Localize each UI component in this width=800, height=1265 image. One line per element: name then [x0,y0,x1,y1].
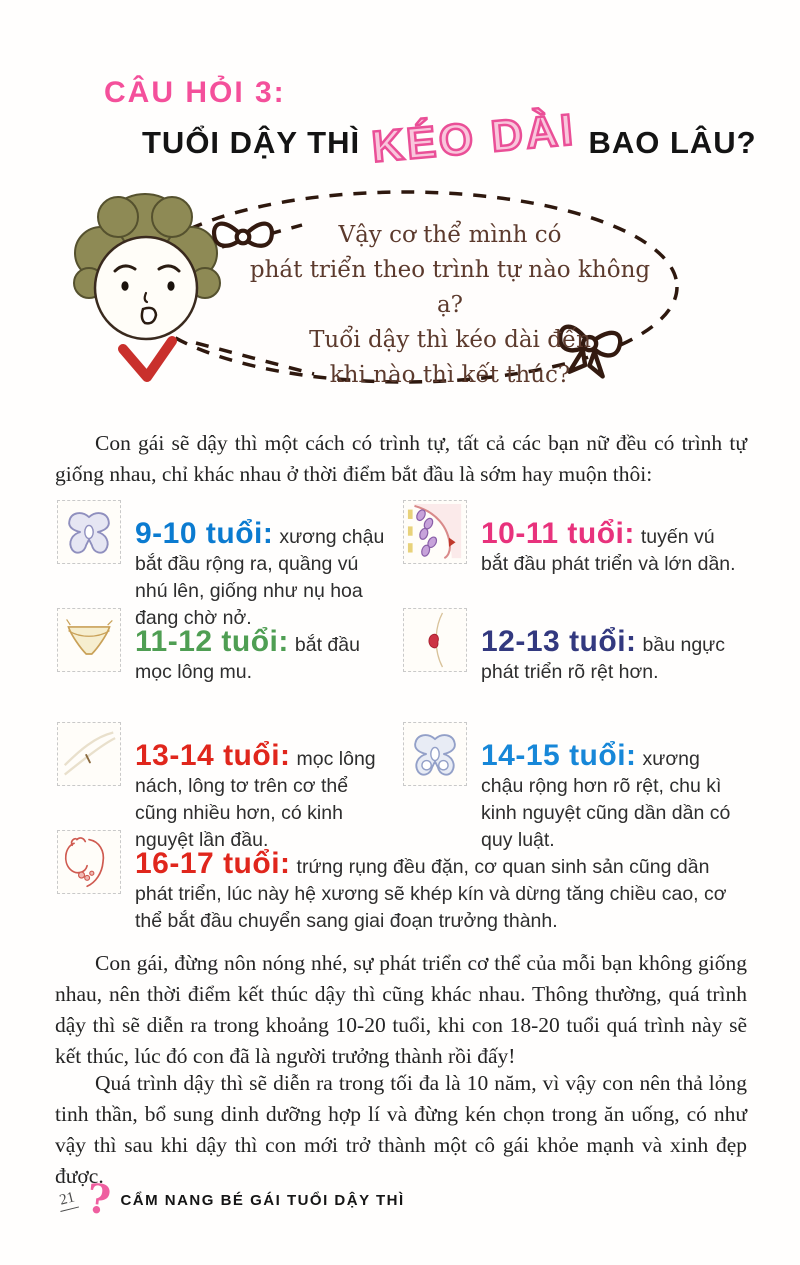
milestone-text [481,516,747,578]
milestone-10-11 [403,500,747,597]
milestone-age: 9-10 tuổi: [135,516,274,550]
milestone-desc: bầu ngực phát triển rõ rệt hơn. [481,633,725,683]
uterus-icon [57,830,121,894]
milestone-16-17 [57,830,749,954]
title-suffix: BAO LÂU? [588,125,757,160]
speech-bubble-text [240,218,660,393]
milestone-desc: tuyến vú bắt đầu phát triển và lớn dần. [481,525,736,575]
question-number-label: CÂU HỎI 3: [104,76,286,109]
breast-profile-icon [403,608,467,672]
bubble-line: Tuổi dậy thì kéo dài đến [309,327,591,353]
bubble-line: phát triển theo trình tự nào không ạ? [249,257,651,318]
title-highlight: KÉO DÀI [369,105,578,172]
milestone-age: 16-17 tuổi: [135,846,291,880]
question-mark-icon: ? [84,1174,113,1225]
breast-gland-icon [403,500,467,564]
milestone-age: 13-14 tuổi: [135,738,291,772]
milestone-desc: trứng rụng đều đặn, cơ quan sinh sản cũng dần phát triển, lúc này hệ xương sẽ khép kín và dừng tăng chiều cao, cơ thể bắt đầu chuyển sang giai đoạn trưởng thành. [135,855,727,932]
milestone-desc: xương chậu rộng hơn rõ rệt, chu kì kinh nguyệt cũng dần dần có quy luật. [481,747,731,851]
milestone-desc: xương chậu bắt đầu rộng ra, quầng vú nhú lên, giống như nụ hoa đang chờ nở. [135,525,385,629]
title-prefix: TUỔI DẬY THÌ [142,125,361,160]
milestone-text [135,846,749,935]
pelvis-icon [57,500,121,564]
book-title: CẨM NANG BÉ GÁI TUỔI DẬY THÌ [120,1191,405,1209]
milestone-text [481,624,747,686]
milestone-11-12 [57,608,393,705]
milestone-text [135,624,393,686]
outro-paragraph-2: Quá trình dậy thì sẽ diễn ra trong tối đa là 10 năm, vì vậy con nên thả lỏng tinh thần, bổ sung dinh dưỡng hợp lí và đừng kén chọn trong ăn uống, có như vậy thì sau khi dậy thì con mới trở thành một cô gái khỏe mạnh và xinh đẹp được. [55,1070,747,1188]
bubble-line: khi nào thì kết thúc? [329,362,571,388]
milestone-desc: bắt đầu mọc lông mu. [135,633,360,683]
outro-paragraph-1: Con gái, đừng nôn nóng nhé, sự phát triển cơ thể của mỗi bạn không giống nhau, nên thời điểm kết thúc dậy thì cũng khác nhau. Thông thường, quá trình dậy thì sẽ diễn ra trong khoảng 10-20 tuổi, khi con 18-20 tuổi quá trình này sẽ kết thúc, lúc đó con đã là người trưởng thành rồi đấy! [55,950,747,1068]
milestone-desc: mọc lông nách, lông tơ trên cơ thể cũng nhiều hơn, có kinh nguyệt lần đầu. [135,747,376,851]
underarm-icon [57,722,121,786]
milestone-12-13 [403,608,747,705]
milestone-age: 12-13 tuổi: [481,624,637,658]
page-number: 21 [56,1188,79,1211]
bubble-line: Vậy cơ thể mình có [338,222,562,248]
milestone-age: 10-11 tuổi: [481,516,635,550]
page-footer [57,1174,405,1225]
speech-bubble-section [0,185,800,400]
pelvis-icon [403,722,467,786]
milestone-age: 11-12 tuổi: [135,624,289,658]
milestone-age: 14-15 tuổi: [481,738,637,772]
page-title [142,105,762,172]
underwear-icon [57,608,121,672]
intro-paragraph: Con gái sẽ dậy thì một cách có trình tự, tất cả các bạn nữ đều có trình tự giống nhau, chỉ khác nhau ở thời điểm bắt đầu là sớm hay muộn thôi: [55,430,747,486]
